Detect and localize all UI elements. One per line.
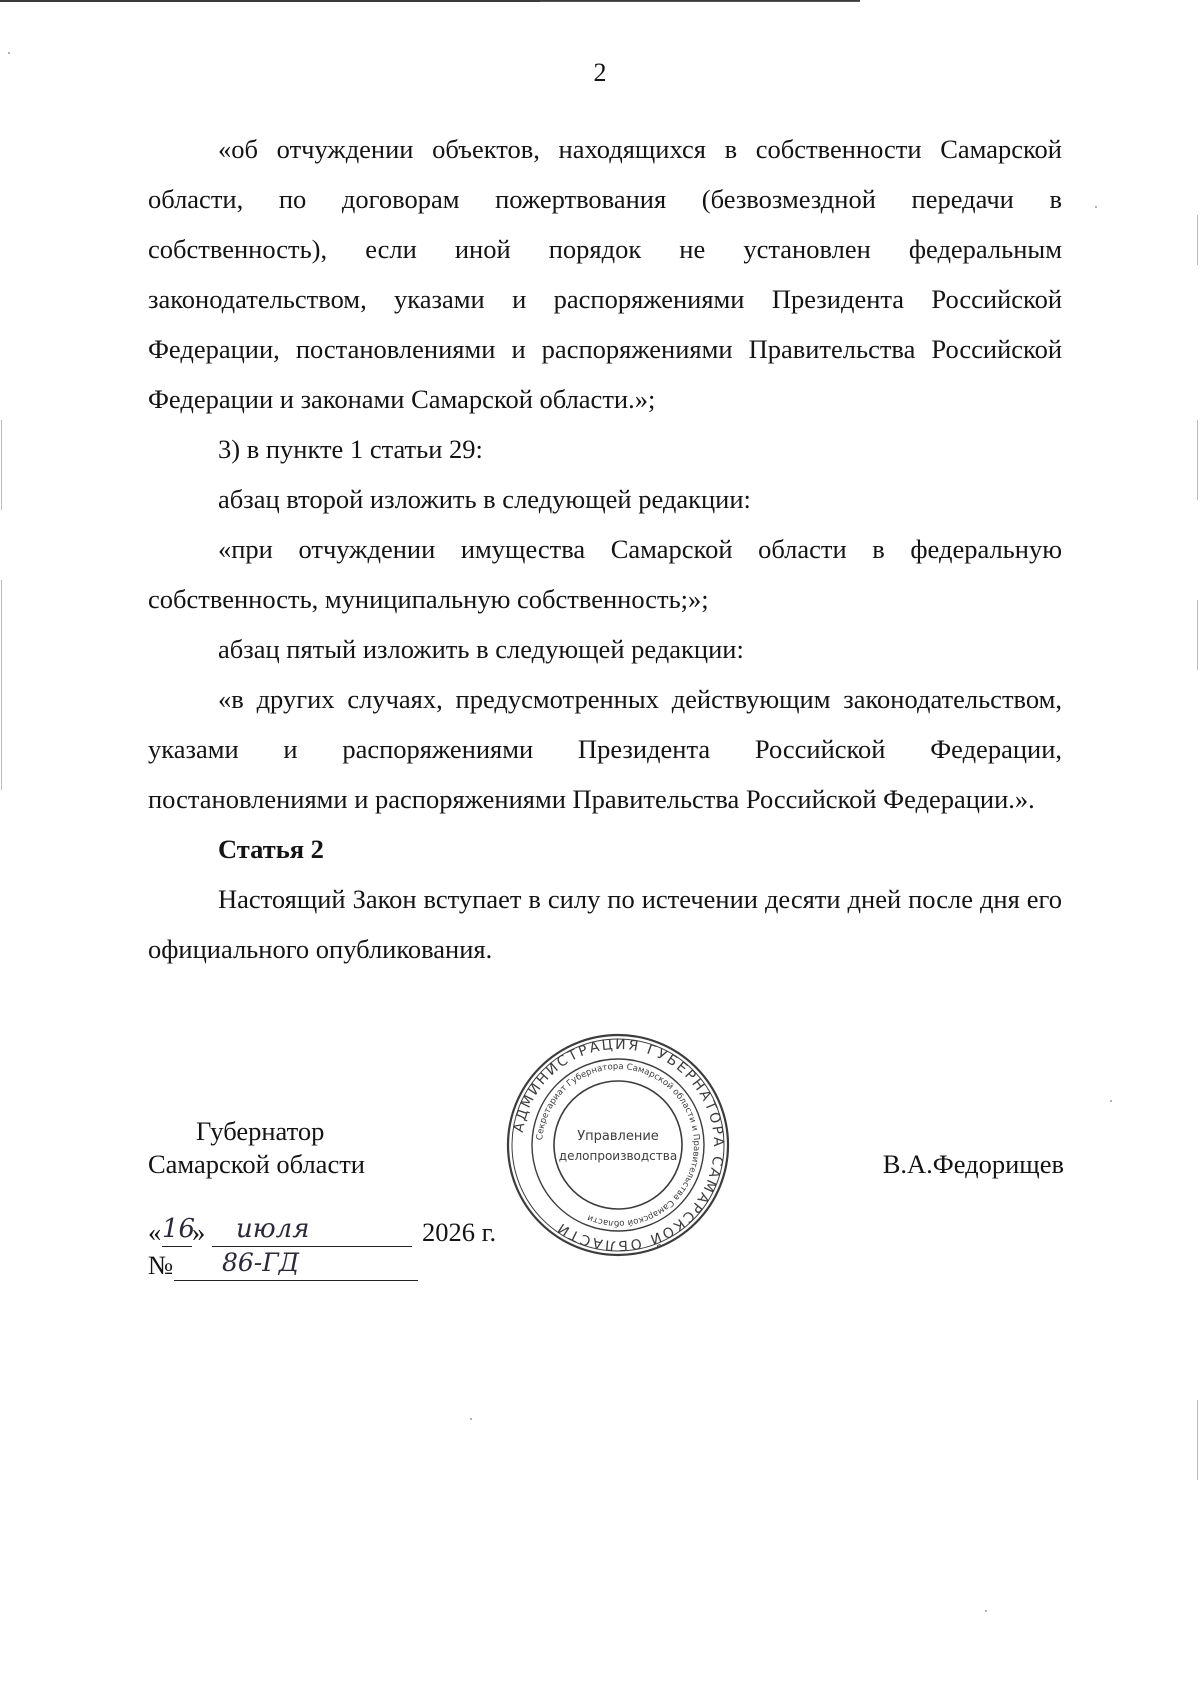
signatory-name: В.А.Федорищев [882,1149,1064,1179]
official-seal-stamp [505,1032,731,1258]
article-heading: Статья 2 [218,834,324,864]
number-value-handwritten: 86-ГД [174,1246,418,1281]
number-label: № [148,1250,174,1280]
paragraph: «при отчуждении имущества Самарской области в федеральную собственность, муниципальную собственность;»; [148,534,1062,614]
signatory-title-line: Губернатор [196,1116,325,1146]
seal-inner-ring-text: Секретариат Губернатора Самарской области и Правительства Самарской области [535,1061,702,1229]
law-number [148,1248,418,1282]
document-body [148,124,1062,974]
scan-speck [1110,1100,1112,1102]
seal-inner-ring [554,1081,682,1209]
signing-date [148,1214,548,1250]
scan-edge-mark [1197,1400,1198,1480]
date-open-quote: « [148,1217,162,1247]
date-close-quote: » [192,1217,206,1247]
scan-edge-mark [1197,600,1198,670]
scan-edge-mark [1,580,2,790]
seal-center-line: делопроизводства [558,1149,678,1163]
seal-center-line: Управление [577,1129,659,1144]
date-year: 2026 г. [422,1217,497,1247]
scan-speck [1095,206,1097,208]
signatory-title-line: Самарской области [148,1149,365,1179]
scan-speck [8,52,10,54]
scan-edge-mark [1197,215,1198,265]
scan-top-edge-line-secondary [540,1,860,2]
paragraph: «об отчуждении объектов, находящихся в собственности Самарской области, по договорам пожертвования (безвозмездной передачи в собственность), если иной порядок не установлен федеральным законодательством, указами и распоряжениями Президента Российской Федерации, постановлениями и распоряжениями Правительства Российской Федерации и законами Самарской области.»; [148,134,1062,414]
page-number: 2 [593,58,607,87]
signatory-title [148,1115,408,1181]
seal-outer-text: АДМИНИСТРАЦИЯ ГУБЕРНАТОРА САМАРСКОЙ ОБЛАСТИ [510,1036,727,1254]
scan-edge-mark [1197,420,1198,500]
paragraph: «в других случаях, предусмотренных действующим законодательством, указами и распоряжениями Президента Российской Федерации, постановлениями и распоряжениями Правительства Российской Федерации.». [148,684,1062,814]
paragraph: абзац пятый изложить в следующей редакции: [218,634,744,664]
seal-middle-ring [532,1059,704,1231]
paragraph: Настоящий Закон вступает в силу по истечении десяти дней после дня его официального опубликования. [148,884,1062,964]
date-day-handwritten: 16 [162,1212,192,1247]
scan-speck [470,1418,472,1420]
paragraph: 3) в пункте 1 статьи 29: [218,434,483,464]
date-month-handwritten: июля [212,1212,412,1247]
paragraph: абзац второй изложить в следующей редакции: [218,484,751,514]
scan-speck [985,1610,987,1612]
scan-edge-mark [1,420,2,510]
